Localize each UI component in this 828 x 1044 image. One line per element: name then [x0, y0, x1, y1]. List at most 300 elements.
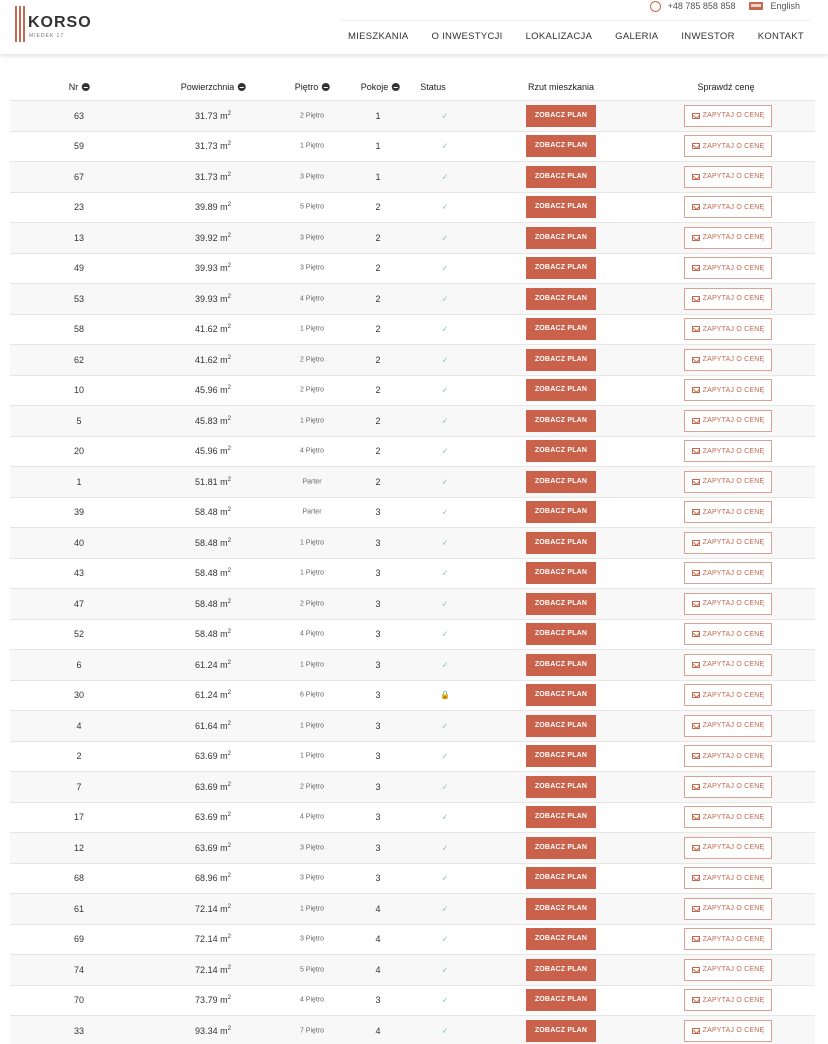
ask-price-button[interactable]: ZAPYTAJ O CENĘ — [684, 745, 772, 767]
cell-area: 31.73 $m^2$ — [195, 110, 231, 121]
cell-nr: 59 — [73, 141, 85, 152]
view-plan-cell — [526, 349, 596, 371]
site-header — [0, 0, 828, 54]
cell-area: 61.24 $m^2$ — [195, 690, 231, 701]
view-plan-button[interactable]: ZOBACZ PLAN — [526, 166, 596, 188]
table-row — [10, 893, 815, 924]
cell-nr: 47 — [73, 598, 85, 609]
table-row — [10, 344, 815, 375]
check-icon: ✓ — [441, 995, 449, 1005]
cell-nr: 2 — [76, 751, 82, 762]
view-plan-button[interactable]: ZOBACZ PLAN — [526, 227, 596, 249]
mail-icon — [692, 204, 700, 210]
mail-icon — [692, 906, 700, 912]
cell-area: 58.48 $m^2$ — [195, 568, 231, 579]
check-icon: ✓ — [441, 141, 449, 151]
cell-area: 58.48 $m^2$ — [195, 537, 231, 548]
cell-nr: 58 — [73, 324, 85, 335]
cell-floor: 3 Piętro — [299, 935, 325, 943]
cell-floor: 6 Piętro — [299, 691, 325, 699]
mail-icon — [692, 601, 700, 607]
view-plan-button[interactable]: ZOBACZ PLAN — [526, 715, 596, 737]
nav-item-o-inwestycji[interactable]: O INWESTYCJI — [431, 31, 503, 42]
flag-icon — [749, 2, 763, 10]
view-plan-cell — [526, 532, 596, 554]
cell-nr: 33 — [73, 1025, 85, 1036]
view-plan-button[interactable]: ZOBACZ PLAN — [526, 806, 596, 828]
ask-price-cell — [684, 928, 772, 950]
view-plan-cell — [526, 501, 596, 523]
cell-rooms: 3 — [375, 507, 381, 518]
cell-rooms: 3 — [375, 598, 381, 609]
cell-floor: 3 Piętro — [299, 234, 325, 242]
main-nav — [344, 31, 808, 42]
mail-icon — [692, 875, 700, 881]
phone-link[interactable] — [650, 1, 736, 12]
logo-text: KORSO — [28, 14, 92, 31]
view-plan-button[interactable]: ZOBACZ PLAN — [526, 410, 596, 432]
cell-floor: 1 Piętro — [299, 661, 325, 669]
view-plan-button[interactable]: ZOBACZ PLAN — [526, 776, 596, 798]
view-plan-cell — [526, 867, 596, 889]
cell-nr: 61 — [73, 903, 85, 914]
ask-price-button[interactable]: ZAPYTAJ O CENĘ — [684, 410, 772, 432]
cell-rooms: 2 — [375, 293, 381, 304]
table-row — [10, 832, 815, 863]
cell-nr: 62 — [73, 354, 85, 365]
language-switch[interactable] — [749, 1, 800, 11]
cell-nr: 10 — [73, 385, 85, 396]
ask-price-button[interactable]: ZAPYTAJ O CENĘ — [684, 715, 772, 737]
cell-nr: 20 — [73, 446, 85, 457]
logo-mark — [15, 6, 27, 42]
ask-price-button[interactable]: ZAPYTAJ O CENĘ — [684, 776, 772, 798]
view-plan-cell — [526, 318, 596, 340]
sort-icon — [321, 83, 329, 91]
check-icon: ✓ — [441, 172, 449, 182]
view-plan-button[interactable]: ZOBACZ PLAN — [526, 196, 596, 218]
check-icon: ✓ — [441, 416, 449, 426]
cell-area: 45.96 $m^2$ — [195, 446, 231, 457]
ask-price-cell — [684, 623, 772, 645]
view-plan-cell — [526, 806, 596, 828]
column-header-status: Status — [420, 82, 446, 92]
table-header — [10, 79, 815, 97]
cell-floor: 5 Piętro — [299, 203, 325, 211]
cell-area: 63.69 $m^2$ — [195, 812, 231, 823]
view-plan-button[interactable]: ZOBACZ PLAN — [526, 349, 596, 371]
table-row — [10, 253, 815, 284]
logo-subtitle: MIEDEK 17 — [29, 33, 65, 39]
cell-area: 31.73 $m^2$ — [195, 171, 231, 182]
table-row — [10, 405, 815, 436]
cell-floor: 1 Piętro — [299, 142, 325, 150]
mail-icon — [692, 143, 700, 149]
cell-floor: 4 Piętro — [299, 813, 325, 821]
ask-price-button[interactable]: ZAPYTAJ O CENĘ — [684, 105, 772, 127]
cell-rooms: 2 — [375, 415, 381, 426]
table-row — [10, 527, 815, 558]
cell-floor: 1 Piętro — [299, 722, 325, 730]
mail-icon — [692, 936, 700, 942]
cell-area: 72.14 $m^2$ — [195, 934, 231, 945]
view-plan-button[interactable]: ZOBACZ PLAN — [526, 867, 596, 889]
mail-icon — [692, 753, 700, 759]
view-plan-cell — [526, 562, 596, 584]
ask-price-button[interactable]: ZAPYTAJ O CENĘ — [684, 227, 772, 249]
mail-icon — [692, 997, 700, 1003]
view-plan-button[interactable]: ZOBACZ PLAN — [526, 318, 596, 340]
table-row — [10, 100, 815, 131]
view-plan-cell — [526, 928, 596, 950]
cell-area: 61.64 $m^2$ — [195, 720, 231, 731]
mail-icon — [692, 265, 700, 271]
cell-rooms: 2 — [375, 385, 381, 396]
cell-floor: 3 Piętro — [299, 874, 325, 882]
view-plan-button[interactable]: ZOBACZ PLAN — [526, 379, 596, 401]
cell-rooms: 1 — [375, 141, 381, 152]
ask-price-button[interactable]: ZAPYTAJ O CENĘ — [684, 806, 772, 828]
mail-icon — [692, 509, 700, 515]
cell-floor: Parter — [302, 508, 322, 516]
view-plan-button[interactable]: ZOBACZ PLAN — [526, 989, 596, 1011]
cell-area: 63.69 $m^2$ — [195, 781, 231, 792]
ask-price-button[interactable]: ZAPYTAJ O CENĘ — [684, 257, 772, 279]
ask-price-cell — [684, 837, 772, 859]
check-icon: ✓ — [441, 111, 449, 121]
mail-icon — [692, 845, 700, 851]
table-row — [10, 741, 815, 772]
table-row — [10, 436, 815, 467]
view-plan-cell — [526, 105, 596, 127]
view-plan-button[interactable]: ZOBACZ PLAN — [526, 1020, 596, 1042]
cell-floor: Parter — [302, 478, 322, 486]
cell-rooms: 3 — [375, 812, 381, 823]
ask-price-button[interactable]: ZAPYTAJ O CENĘ — [684, 898, 772, 920]
cell-nr: 6 — [76, 659, 82, 670]
ask-price-cell — [684, 471, 772, 493]
ask-price-button[interactable]: ZAPYTAJ O CENĘ — [684, 623, 772, 645]
view-plan-button[interactable]: ZOBACZ PLAN — [526, 837, 596, 859]
cell-rooms: 1 — [375, 171, 381, 182]
ask-price-button[interactable]: ZAPYTAJ O CENĘ — [684, 684, 772, 706]
view-plan-cell — [526, 593, 596, 615]
view-plan-button[interactable]: ZOBACZ PLAN — [526, 684, 596, 706]
mail-icon — [692, 692, 700, 698]
ask-price-button[interactable]: ZAPYTAJ O CENĘ — [684, 471, 772, 493]
view-plan-button[interactable]: ZOBACZ PLAN — [526, 654, 596, 676]
ask-price-cell — [684, 806, 772, 828]
cell-area: 72.14 $m^2$ — [195, 964, 231, 975]
cell-rooms: 2 — [375, 354, 381, 365]
ask-price-button[interactable]: ZAPYTAJ O CENĘ — [684, 379, 772, 401]
mail-icon — [692, 326, 700, 332]
cell-nr: 17 — [73, 812, 85, 823]
table-row — [10, 954, 815, 985]
view-plan-button[interactable]: ZOBACZ PLAN — [526, 257, 596, 279]
cell-floor: 2 Piętro — [299, 386, 325, 394]
view-plan-button[interactable]: ZOBACZ PLAN — [526, 288, 596, 310]
ask-price-cell — [684, 440, 772, 462]
mail-icon — [692, 1028, 700, 1034]
mail-icon — [692, 570, 700, 576]
view-plan-cell — [526, 1020, 596, 1042]
check-icon: ✓ — [441, 904, 449, 914]
table-row — [10, 710, 815, 741]
ask-price-button[interactable]: ZAPYTAJ O CENĘ — [684, 196, 772, 218]
mail-icon — [692, 113, 700, 119]
cell-nr: 43 — [73, 568, 85, 579]
cell-floor: 1 Piętro — [299, 325, 325, 333]
table-row — [10, 863, 815, 894]
cell-rooms: 4 — [375, 934, 381, 945]
cell-nr: 23 — [73, 202, 85, 213]
view-plan-cell — [526, 715, 596, 737]
cell-floor: 1 Piętro — [299, 569, 325, 577]
cell-floor: 1 Piętro — [299, 417, 325, 425]
view-plan-button[interactable]: ZOBACZ PLAN — [526, 898, 596, 920]
cell-area: 51.81 $m^2$ — [195, 476, 231, 487]
check-icon: ✓ — [441, 629, 449, 639]
cell-floor: 3 Piętro — [299, 264, 325, 272]
ask-price-cell — [684, 562, 772, 584]
check-icon: ✓ — [441, 355, 449, 365]
mail-icon — [692, 174, 700, 180]
check-icon: ✓ — [441, 385, 449, 395]
cell-area: 39.93 $m^2$ — [195, 293, 231, 304]
check-icon: ✓ — [441, 873, 449, 883]
cell-nr: 52 — [73, 629, 85, 640]
column-header-nr[interactable]: Nr — [69, 82, 90, 92]
column-header-floor[interactable]: Piętro — [295, 82, 330, 92]
mail-icon — [692, 814, 700, 820]
cell-area: 68.96 $m^2$ — [195, 873, 231, 884]
cell-area: 58.48 $m^2$ — [195, 598, 231, 609]
ask-price-button[interactable]: ZAPYTAJ O CENĘ — [684, 654, 772, 676]
nav-item-kontakt[interactable]: KONTAKT — [757, 31, 804, 42]
table-row — [10, 771, 815, 802]
apartments-table — [10, 100, 815, 1044]
check-icon: ✓ — [441, 965, 449, 975]
ask-price-button[interactable]: ZAPYTAJ O CENĘ — [684, 1020, 772, 1042]
lock-icon: 🔒 — [440, 690, 450, 700]
ask-price-cell — [684, 776, 772, 798]
ask-price-button[interactable]: ZAPYTAJ O CENĘ — [684, 501, 772, 523]
view-plan-cell — [526, 410, 596, 432]
cell-nr: 30 — [73, 690, 85, 701]
ask-price-button[interactable]: ZAPYTAJ O CENĘ — [684, 593, 772, 615]
check-icon: ✓ — [441, 1026, 449, 1036]
nav-item-mieszkania[interactable]: MIESZKANIA — [348, 31, 409, 42]
cell-area: 45.83 $m^2$ — [195, 415, 231, 426]
ask-price-cell — [684, 867, 772, 889]
mail-icon — [692, 296, 700, 302]
ask-price-button[interactable]: ZAPYTAJ O CENĘ — [684, 532, 772, 554]
ask-price-button[interactable]: ZAPYTAJ O CENĘ — [684, 928, 772, 950]
mail-icon — [692, 784, 700, 790]
ask-price-button[interactable]: ZAPYTAJ O CENĘ — [684, 440, 772, 462]
view-plan-button[interactable]: ZOBACZ PLAN — [526, 623, 596, 645]
cell-area: 58.48 $m^2$ — [195, 629, 231, 640]
ask-price-button[interactable]: ZAPYTAJ O CENĘ — [684, 288, 772, 310]
cell-nr: 74 — [73, 964, 85, 975]
cell-nr: 63 — [73, 110, 85, 121]
ask-price-cell — [684, 379, 772, 401]
cell-rooms: 2 — [375, 263, 381, 274]
check-icon: ✓ — [441, 843, 449, 853]
ask-price-button[interactable]: ZAPYTAJ O CENĘ — [684, 349, 772, 371]
ask-price-button[interactable]: ZAPYTAJ O CENĘ — [684, 837, 772, 859]
ask-price-cell — [684, 135, 772, 157]
table-row — [10, 283, 815, 314]
view-plan-cell — [526, 623, 596, 645]
cell-area: 39.89 $m^2$ — [195, 202, 231, 213]
table-row — [10, 375, 815, 406]
mail-icon — [692, 448, 700, 454]
cell-rooms: 3 — [375, 995, 381, 1006]
cell-nr: 70 — [73, 995, 85, 1006]
view-plan-button[interactable]: ZOBACZ PLAN — [526, 928, 596, 950]
cell-rooms: 3 — [375, 690, 381, 701]
ask-price-cell — [684, 105, 772, 127]
cell-rooms: 3 — [375, 720, 381, 731]
view-plan-cell — [526, 959, 596, 981]
ask-price-button[interactable]: ZAPYTAJ O CENĘ — [684, 562, 772, 584]
ask-price-cell — [684, 257, 772, 279]
ask-price-cell — [684, 715, 772, 737]
column-header-rooms[interactable]: Pokoje — [361, 82, 400, 92]
ask-price-button[interactable]: ZAPYTAJ O CENĘ — [684, 318, 772, 340]
check-icon: ✓ — [441, 599, 449, 609]
ask-price-cell — [684, 349, 772, 371]
ask-price-cell — [684, 1020, 772, 1042]
cell-area: 41.62 $m^2$ — [195, 324, 231, 335]
cell-floor: 1 Piętro — [299, 752, 325, 760]
check-icon: ✓ — [441, 782, 449, 792]
table-row — [10, 924, 815, 955]
ask-price-cell — [684, 654, 772, 676]
ask-price-button[interactable]: ZAPYTAJ O CENĘ — [684, 989, 772, 1011]
phone-icon — [650, 1, 661, 12]
view-plan-cell — [526, 989, 596, 1011]
cell-rooms: 3 — [375, 568, 381, 579]
cell-area: 39.92 $m^2$ — [195, 232, 231, 243]
view-plan-button[interactable]: ZOBACZ PLAN — [526, 105, 596, 127]
cell-area: 93.34 $m^2$ — [195, 1025, 231, 1036]
table-row — [10, 680, 815, 711]
cell-nr: 4 — [76, 720, 82, 731]
view-plan-button[interactable]: ZOBACZ PLAN — [526, 440, 596, 462]
check-icon: ✓ — [441, 477, 449, 487]
nav-item-inwestor[interactable]: INWESTOR — [681, 31, 735, 42]
cell-rooms: 4 — [375, 1025, 381, 1036]
table-row — [10, 192, 815, 223]
ask-price-cell — [684, 684, 772, 706]
cell-nr: 12 — [73, 842, 85, 853]
table-row — [10, 558, 815, 589]
view-plan-cell — [526, 440, 596, 462]
cell-nr: 1 — [76, 476, 82, 487]
view-plan-button[interactable]: ZOBACZ PLAN — [526, 562, 596, 584]
mail-icon — [692, 662, 700, 668]
view-plan-button[interactable]: ZOBACZ PLAN — [526, 593, 596, 615]
cell-floor: 4 Piętro — [299, 996, 325, 1004]
view-plan-button[interactable]: ZOBACZ PLAN — [526, 532, 596, 554]
nav-item-lokalizacja[interactable]: LOKALIZACJA — [525, 31, 593, 42]
cell-rooms: 2 — [375, 446, 381, 457]
cell-nr: 53 — [73, 293, 85, 304]
view-plan-button[interactable]: ZOBACZ PLAN — [526, 471, 596, 493]
check-icon: ✓ — [441, 812, 449, 822]
cell-rooms: 2 — [375, 202, 381, 213]
ask-price-button[interactable]: ZAPYTAJ O CENĘ — [684, 166, 772, 188]
ask-price-cell — [684, 745, 772, 767]
cell-area: 63.69 $m^2$ — [195, 842, 231, 853]
view-plan-cell — [526, 135, 596, 157]
column-header-area[interactable]: Powierzchnia — [181, 82, 246, 92]
cell-floor: 4 Piętro — [299, 295, 325, 303]
logo[interactable] — [15, 6, 92, 44]
table-row — [10, 497, 815, 528]
column-header-plan: Rzut mieszkania — [527, 82, 595, 92]
cell-nr: 7 — [76, 781, 82, 792]
cell-area: 58.48 $m^2$ — [195, 507, 231, 518]
cell-area: 45.96 $m^2$ — [195, 385, 231, 396]
mail-icon — [692, 387, 700, 393]
view-plan-button[interactable]: ZOBACZ PLAN — [526, 501, 596, 523]
mail-icon — [692, 631, 700, 637]
ask-price-cell — [684, 532, 772, 554]
view-plan-button[interactable]: ZOBACZ PLAN — [526, 135, 596, 157]
check-icon: ✓ — [441, 446, 449, 456]
cell-rooms: 1 — [375, 110, 381, 121]
ask-price-cell — [684, 410, 772, 432]
topbar — [650, 0, 800, 12]
check-icon: ✓ — [441, 294, 449, 304]
ask-price-cell — [684, 227, 772, 249]
language-label: English — [770, 1, 800, 11]
sort-icon — [237, 83, 245, 91]
view-plan-cell — [526, 898, 596, 920]
cell-floor: 2 Piętro — [299, 600, 325, 608]
table-row — [10, 619, 815, 650]
sort-icon — [81, 83, 89, 91]
cell-area: 39.93 $m^2$ — [195, 263, 231, 274]
check-icon: ✓ — [441, 721, 449, 731]
ask-price-button[interactable]: ZAPYTAJ O CENĘ — [684, 135, 772, 157]
view-plan-cell — [526, 227, 596, 249]
mail-icon — [692, 235, 700, 241]
check-icon: ✓ — [441, 263, 449, 273]
mail-icon — [692, 418, 700, 424]
cell-rooms: 3 — [375, 842, 381, 853]
view-plan-button[interactable]: ZOBACZ PLAN — [526, 745, 596, 767]
view-plan-cell — [526, 379, 596, 401]
view-plan-cell — [526, 684, 596, 706]
view-plan-cell — [526, 257, 596, 279]
ask-price-button[interactable]: ZAPYTAJ O CENĘ — [684, 867, 772, 889]
view-plan-button[interactable]: ZOBACZ PLAN — [526, 959, 596, 981]
check-icon: ✓ — [441, 934, 449, 944]
nav-item-galeria[interactable]: GALERIA — [615, 31, 659, 42]
ask-price-button[interactable]: ZAPYTAJ O CENĘ — [684, 959, 772, 981]
mail-icon — [692, 357, 700, 363]
cell-nr: 5 — [76, 415, 82, 426]
cell-nr: 67 — [73, 171, 85, 182]
sort-icon — [391, 83, 399, 91]
cell-rooms: 2 — [375, 232, 381, 243]
cell-area: 73.79 $m^2$ — [195, 995, 231, 1006]
